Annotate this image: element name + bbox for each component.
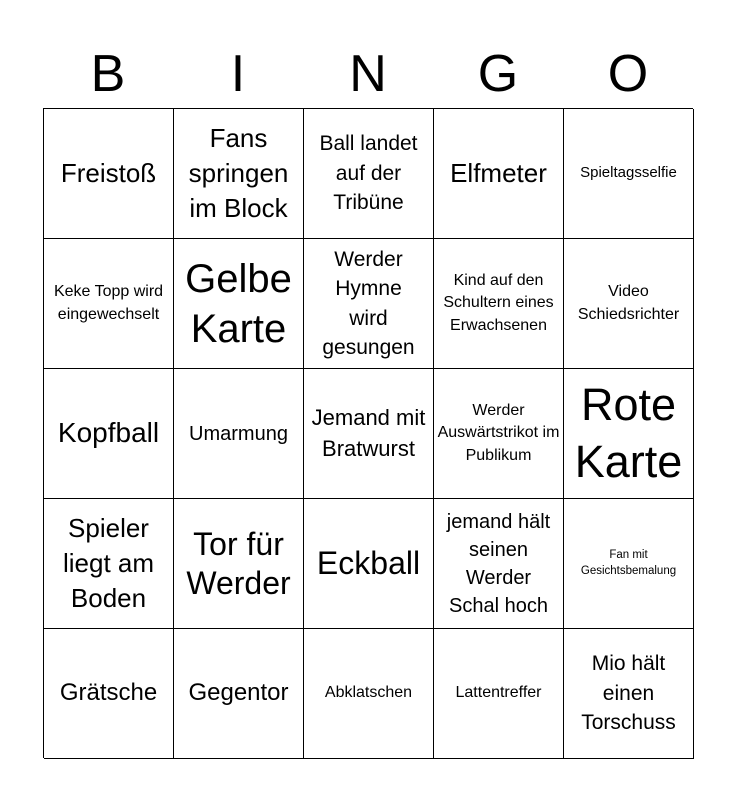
bingo-cell[interactable] [44, 499, 174, 629]
cell-label: Gelbe Karte [185, 256, 292, 351]
cell-label: Abklatschen [324, 684, 413, 702]
cell-label: Mio hält einen Torschuss [581, 652, 676, 735]
bingo-header [43, 40, 693, 108]
bingo-cell[interactable] [564, 109, 694, 239]
cell-label: jemand hält seinen Werder Schal hoch [446, 510, 551, 617]
bingo-cell[interactable] [174, 109, 304, 239]
bingo-cell[interactable] [44, 109, 174, 239]
bingo-cell[interactable] [304, 499, 434, 629]
bingo-cell[interactable] [434, 499, 564, 629]
bingo-cell[interactable] [564, 629, 694, 759]
cell-label: Keke Topp wird eingewechselt [53, 283, 164, 323]
bingo-cell[interactable] [44, 629, 174, 759]
bingo-cell[interactable] [564, 369, 694, 499]
bingo-cell[interactable] [174, 629, 304, 759]
cell-label: Werder Auswärtstrikot im Publikum [437, 401, 560, 464]
cell-label: Tor für Werder [186, 526, 291, 601]
bingo-cell[interactable] [174, 369, 304, 499]
bingo-cell[interactable] [434, 369, 564, 499]
bingo-cell[interactable] [434, 239, 564, 369]
bingo-cell[interactable] [564, 499, 694, 629]
cell-label: Eckball [316, 545, 421, 582]
header-letter-g: G [477, 45, 519, 103]
cell-label: Video Schiedsrichter [577, 283, 680, 323]
header-letter-n: N [349, 45, 387, 103]
cell-label: Lattentreffer [455, 684, 542, 702]
cell-label: Spieltagsselfie [580, 164, 677, 182]
bingo-cell[interactable] [434, 629, 564, 759]
cell-label: Freistoß [60, 157, 157, 188]
cell-label: Elfmeter [450, 157, 547, 188]
bingo-cell[interactable] [304, 109, 434, 239]
bingo-cell[interactable] [304, 239, 434, 369]
cell-label: Fans springen im Block [188, 122, 289, 224]
cell-label: Jemand mit Bratwurst [311, 404, 426, 461]
cell-label: Umarmung [189, 422, 288, 445]
header-letter-o: O [607, 45, 649, 103]
bingo-cell[interactable] [44, 239, 174, 369]
bingo-cell[interactable] [564, 239, 694, 369]
bingo-cell[interactable] [434, 109, 564, 239]
bingo-cell[interactable] [304, 629, 434, 759]
cell-label: Grätsche [59, 679, 158, 707]
bingo-cell[interactable] [44, 369, 174, 499]
header-letter-b: B [90, 45, 126, 103]
bingo-cell[interactable] [174, 239, 304, 369]
cell-label: Kind auf den Schultern eines Erwachsenen [443, 271, 554, 334]
cell-label: Spieler liegt am Boden [62, 512, 155, 614]
cell-label: Werder Hymne wird gesungen [322, 247, 415, 359]
cell-label: Fan mit Gesichtsbemalung [580, 548, 677, 577]
cell-label: Gegentor [188, 679, 289, 707]
cell-label: Kopfball [57, 417, 160, 449]
bingo-cell[interactable] [174, 499, 304, 629]
header-letter-i: I [230, 45, 246, 103]
cell-label: Ball landet auf der Tribüne [319, 132, 418, 215]
cell-label: Rote Karte [574, 379, 683, 487]
bingo-cell[interactable] [304, 369, 434, 499]
bingo-card [43, 108, 693, 758]
